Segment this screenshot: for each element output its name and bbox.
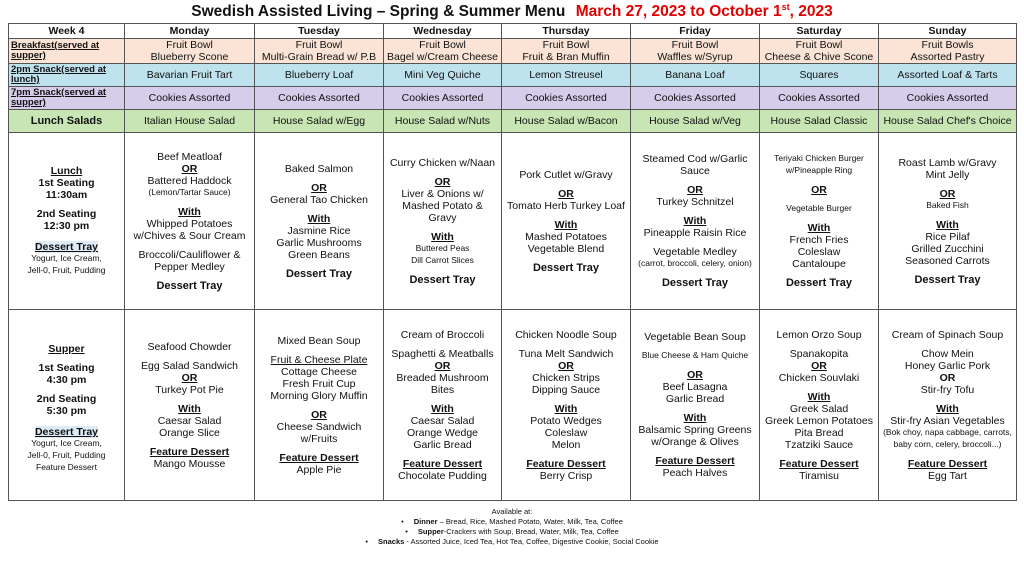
menu-item: Gravy: [428, 211, 457, 224]
menu-item: Dessert Tray: [914, 273, 981, 286]
lunch-dessert-tray-title: Dessert Tray: [34, 241, 99, 253]
menu-item: (Lemon/Tartar Sauce): [148, 186, 231, 197]
supper-seating-2: 2nd Seating: [36, 393, 97, 405]
day-header: Thursday: [502, 24, 631, 39]
lunch-tray-item: Yogurt, Ice Cream,: [31, 253, 102, 263]
snack-7pm-label: 7pm Snack(served at supper): [9, 87, 125, 110]
supper-cell: [631, 310, 760, 501]
menu-item: OR: [687, 369, 703, 381]
menu-item: w/Fruits: [300, 432, 338, 445]
footer-line-text: - Assorted Juice, Iced Tea, Hot Tea, Coffee, Digestive Cookie, Social Cookie: [404, 537, 659, 546]
menu-item: Feature Dessert: [279, 451, 359, 464]
supper-dessert-tray-title: Dessert Tray: [34, 426, 99, 438]
menu-item: Dessert Tray: [285, 267, 353, 280]
dates-sup: st: [781, 1, 790, 12]
snack-2pm-cell: Mini Veg Quiche: [384, 64, 502, 87]
menu-item: Breaded Mushroom: [396, 371, 489, 384]
supper-time-1: 4:30 pm: [46, 374, 87, 386]
menu-item: Jasmine Rice: [287, 224, 351, 237]
menu-item: Chicken Noodle Soup: [515, 328, 617, 341]
menu-item: Tuna Melt Sandwich: [518, 347, 614, 360]
menu-item: Tomato Herb Turkey Loaf: [507, 199, 625, 212]
menu-item: OR: [811, 184, 827, 196]
menu-item: With: [307, 212, 331, 225]
menu-item: Chicken Strips: [532, 371, 600, 384]
breakfast-cell: [760, 39, 879, 64]
menu-item: OR: [687, 184, 703, 196]
menu-item: Baked Salmon: [284, 162, 354, 175]
menu-title: Swedish Assisted Living – Spring & Summer Menu: [191, 3, 566, 20]
menu-item: Stir-fry Asian Vegetables: [890, 414, 1005, 427]
menu-item: OR: [311, 181, 327, 194]
bullet: •: [365, 537, 369, 546]
lunch-title: Lunch: [50, 165, 83, 177]
menu-table: [8, 23, 1017, 501]
menu-item: Fresh Fruit Cup: [282, 377, 356, 390]
breakfast-cell: [125, 39, 255, 64]
menu-item: Grilled Zucchini: [911, 242, 984, 255]
snack-2pm-cell: Lemon Streusel: [502, 64, 631, 87]
supper-cell: [879, 310, 1017, 501]
lunch-seating-1: 1st Seating: [38, 177, 95, 189]
dates-start: March 27, 2023 to October 1: [575, 3, 782, 20]
menu-item: Turkey Schnitzel: [656, 196, 734, 208]
menu-item: With: [554, 402, 578, 415]
menu-item: Vegetable Burger: [786, 203, 852, 213]
menu-item: Cheese Sandwich: [276, 420, 362, 433]
snack-7pm-cell: Cookies Assorted: [384, 87, 502, 110]
day-header: Sunday: [879, 24, 1017, 39]
snack-2pm-cell: Blueberry Loaf: [255, 64, 384, 87]
supper-cell: [125, 310, 255, 501]
supper-cell: [760, 310, 879, 501]
menu-item: Pineapple Raisin Rice: [643, 227, 747, 239]
menu-item: (Bok choy, napa cabbage, carrots,: [883, 426, 1012, 437]
menu-item: Cream of Spinach Soup: [891, 328, 1004, 341]
menu-item: Liver & Onions w/: [401, 187, 484, 200]
menu-item: OR: [558, 187, 574, 200]
menu-item: Multi-Grain Bread w/ P.B: [261, 51, 377, 63]
menu-item: Caesar Salad: [410, 414, 475, 427]
menu-item: Pork Cutlet w/Gravy: [519, 168, 613, 181]
lunch-cell: [502, 133, 631, 310]
menu-item: Beef Lasagna: [662, 381, 728, 393]
menu-item: Chocolate Pudding: [398, 469, 487, 482]
menu-item: (carrot, broccoli, celery, onion): [638, 258, 752, 268]
menu-item: Assorted Pastry: [910, 51, 985, 63]
snack-7pm-cell: Cookies Assorted: [255, 87, 384, 110]
menu-item: Feature Dessert: [655, 455, 735, 467]
supper-cell: [384, 310, 502, 501]
menu-item: With: [431, 402, 454, 415]
menu-item: General Tao Chicken: [270, 193, 368, 206]
menu-item: Dessert Tray: [409, 273, 476, 286]
footer-line-text: -Crackers with Soup, Bread, Water, Milk, Tea, Coffee: [443, 527, 619, 536]
footer: [0, 507, 1024, 547]
lunch-row: [9, 133, 1017, 310]
menu-item: Mashed Potatoes: [525, 230, 607, 243]
day-header: Friday: [631, 24, 760, 39]
menu-item: Dessert Tray: [532, 261, 600, 274]
week-label: Week 4: [9, 24, 125, 39]
menu-item: Peach Halves: [662, 467, 728, 479]
day-header: Saturday: [760, 24, 879, 39]
breakfast-row: [9, 39, 1017, 64]
menu-item: Whipped Potatoes: [146, 217, 233, 230]
menu-item: Pita Bread: [794, 426, 844, 439]
menu-item: Bagel w/Cream Cheese: [387, 51, 498, 63]
breakfast-label: Breakfast(served at supper): [9, 39, 125, 64]
menu-item: Berry Crisp: [539, 469, 593, 482]
breakfast-cell: [502, 39, 631, 64]
header-row: [9, 24, 1017, 39]
menu-item: Feature Dessert: [779, 457, 859, 470]
bullet: •: [405, 527, 408, 536]
menu-item: Green Beans: [288, 248, 350, 261]
menu-item: Fruit Bowl: [166, 39, 213, 51]
snack-7pm-cell: Cookies Assorted: [760, 87, 879, 110]
menu-item: Cantaloupe: [792, 258, 846, 270]
page-title: [0, 3, 1024, 23]
menu-item: French Fries: [789, 234, 849, 246]
footer-line: [0, 527, 1024, 537]
menu-item: Feature Dessert: [402, 457, 483, 470]
menu-item: Dessert Tray: [156, 279, 223, 292]
lunch-time-2: 12:30 pm: [43, 220, 90, 232]
menu-item: Vegetable Blend: [527, 242, 605, 255]
menu-item: With: [807, 222, 831, 234]
menu-item: Battered Haddock: [147, 174, 232, 187]
menu-item: Fruit Bowl: [419, 39, 466, 51]
footer-line-key: Snacks: [378, 537, 405, 546]
menu-item: Feature Dessert: [907, 457, 988, 470]
menu-item: With: [683, 215, 707, 227]
menu-item: Caesar Salad: [157, 414, 222, 427]
menu-item: Seasoned Carrots: [905, 254, 990, 267]
lunch-salad-cell: House Salad w/Egg: [255, 110, 384, 133]
menu-item: Fruit Bowl: [795, 39, 843, 51]
menu-item: Orange Slice: [159, 426, 220, 439]
menu-item: w/Pineapple Ring: [785, 165, 853, 175]
menu-item: With: [178, 205, 201, 218]
menu-item: Feature Dessert: [149, 445, 230, 458]
menu-item: Bites: [430, 383, 455, 396]
menu-item: OR: [181, 371, 198, 384]
menu-item: Orange Wedge: [406, 426, 479, 439]
menu-item: With: [554, 218, 578, 231]
lunch-label-cell: [9, 133, 125, 310]
lunch-cell: [760, 133, 879, 310]
menu-item: Blueberry Scone: [150, 51, 229, 63]
footer-line-text: – Bread, Rice, Mashed Potato, Water, Milk, Tea, Coffee: [437, 517, 623, 526]
menu-item: Cream of Broccoli: [400, 328, 485, 341]
breakfast-cell: [384, 39, 502, 64]
menu-item: Buttered Peas: [415, 242, 470, 253]
menu-item: Balsamic Spring Greens: [638, 424, 752, 436]
snack-7pm-cell: Cookies Assorted: [631, 87, 760, 110]
menu-item: OR: [434, 175, 451, 188]
menu-item: Egg Tart: [928, 469, 967, 482]
bullet: •: [401, 517, 404, 526]
menu-item: Fruit Bowl: [542, 39, 590, 51]
supper-cell: [255, 310, 384, 501]
lunch-cell: [631, 133, 760, 310]
breakfast-cell: [255, 39, 384, 64]
lunch-cell: [255, 133, 384, 310]
menu-item: OR: [181, 162, 198, 175]
lunch-salads-row: [9, 110, 1017, 133]
menu-item: OR: [558, 359, 574, 372]
menu-item: Chow Mein: [921, 347, 974, 360]
menu-item: Mixed Bean Soup: [277, 334, 361, 347]
menu-item: Tiramisu: [799, 469, 839, 482]
menu-item: With: [807, 390, 831, 403]
menu-item: w/Orange & Olives: [651, 436, 739, 448]
supper-tray-item: Jell-0, Fruit, Pudding: [27, 450, 106, 460]
lunch-cell: [879, 133, 1017, 310]
menu-item: baby corn, celery, broccoli...): [893, 438, 1002, 449]
supper-cell: [502, 310, 631, 501]
menu-item: With: [936, 218, 959, 231]
menu-item: Garlic Bread: [665, 393, 725, 405]
dates-end: , 2023: [789, 3, 833, 20]
menu-item: OR: [939, 371, 956, 384]
footer-line: [0, 537, 1024, 547]
lunch-salad-cell: House Salad w/Nuts: [384, 110, 502, 133]
footer-line-key: Dinner: [413, 517, 438, 526]
snack-7pm-row: [9, 87, 1017, 110]
menu-item: Chicken Souvlaki: [778, 371, 860, 384]
lunch-cell: [384, 133, 502, 310]
menu-item: Dipping Sauce: [531, 383, 601, 396]
menu-item: Apple Pie: [296, 463, 342, 476]
menu-item: Beef Meatloaf: [157, 150, 222, 163]
lunch-salad-cell: House Salad Classic: [760, 110, 879, 133]
menu-item: Waffles w/Syrup: [657, 51, 733, 63]
menu-item: Fruit & Cheese Plate: [270, 353, 368, 366]
menu-item: Cottage Cheese: [281, 365, 357, 378]
snack-2pm-row: [9, 64, 1017, 87]
lunch-tray-item: Jell-0, Fruit, Pudding: [27, 265, 106, 275]
menu-item: With: [683, 412, 707, 424]
menu-item: With: [936, 402, 959, 415]
menu-item: Potato Wedges: [530, 414, 602, 427]
menu-item: Dessert Tray: [661, 277, 729, 289]
menu-item: Fruit Bowls: [921, 39, 974, 51]
footer-line: [0, 517, 1024, 527]
menu-dates: [576, 3, 833, 20]
menu-item: Curry Chicken w/Naan: [389, 156, 496, 169]
lunch-seating-2: 2nd Seating: [36, 208, 97, 220]
lunch-salad-cell: Italian House Salad: [125, 110, 255, 133]
snack-7pm-cell: Cookies Assorted: [502, 87, 631, 110]
menu-item: With: [178, 402, 201, 415]
breakfast-cell: [879, 39, 1017, 64]
lunch-cell: [125, 133, 255, 310]
supper-tray-item: Feature Dessert: [36, 462, 97, 472]
menu-item: Fruit Bowl: [295, 39, 343, 51]
menu-item: Mango Mousse: [153, 457, 226, 470]
snack-2pm-cell: Squares: [760, 64, 879, 87]
menu-item: Coleslaw: [544, 426, 588, 439]
menu-item: Turkey Pot Pie: [155, 383, 224, 396]
snack-2pm-label: 2pm Snack(served at lunch): [9, 64, 125, 87]
footer-line-key: Supper: [417, 527, 444, 536]
snack-7pm-cell: Cookies Assorted: [125, 87, 255, 110]
supper-label-cell: [9, 310, 125, 501]
menu-item: OR: [939, 187, 956, 200]
menu-item: With: [431, 230, 454, 243]
menu-item: Morning Glory Muffin: [270, 389, 368, 402]
snack-2pm-cell: Banana Loaf: [631, 64, 760, 87]
breakfast-cell: [631, 39, 760, 64]
menu-item: Garlic Mushrooms: [276, 236, 362, 249]
menu-item: Baked Fish: [926, 199, 969, 210]
menu-item: Spanakopita: [789, 347, 849, 360]
menu-item: OR: [811, 359, 827, 372]
menu-item: w/Chives & Sour Cream: [133, 229, 246, 242]
menu-item: Vegetable Bean Soup: [644, 331, 746, 343]
supper-title: Supper: [48, 343, 85, 355]
menu-item: Roast Lamb w/Gravy: [898, 156, 997, 169]
menu-item: Dessert Tray: [785, 277, 853, 289]
menu-item: Egg Salad Sandwich: [141, 359, 238, 372]
menu-item: Feature Dessert: [526, 457, 606, 470]
menu-item: Lemon Orzo Soup: [776, 328, 862, 341]
menu-item: Coleslaw: [797, 246, 841, 258]
menu-item: Greek Lemon Potatoes: [765, 414, 873, 427]
lunch-salad-cell: House Salad w/Bacon: [502, 110, 631, 133]
menu-item: OR: [311, 408, 327, 421]
menu-item: Mint Jelly: [925, 168, 970, 181]
snack-7pm-cell: Cookies Assorted: [879, 87, 1017, 110]
supper-tray-item: Yogurt, Ice Cream,: [31, 438, 102, 448]
menu-item: Greek Salad: [789, 402, 849, 415]
menu-item: Tzatziki Sauce: [784, 438, 854, 451]
snack-2pm-cell: Assorted Loaf & Tarts: [879, 64, 1017, 87]
day-header: Tuesday: [255, 24, 384, 39]
menu-item: Seafood Chowder: [147, 340, 232, 353]
supper-row: [9, 310, 1017, 501]
menu-item: Steamed Cod w/Garlic: [642, 153, 748, 165]
lunch-salad-cell: House Salad Chef's Choice: [879, 110, 1017, 133]
supper-seating-1: 1st Seating: [38, 362, 95, 374]
menu-item: Melon: [551, 438, 581, 451]
menu-item: Cheese & Chive Scone: [764, 51, 874, 63]
menu-item: Vegetable Medley: [653, 246, 737, 258]
day-header: Wednesday: [384, 24, 502, 39]
menu-item: Pepper Medley: [154, 260, 225, 273]
menu-item: Mashed Potato &: [402, 199, 483, 212]
menu-item: Spaghetti & Meatballs: [391, 347, 494, 360]
menu-item: Garlic Bread: [413, 438, 472, 451]
menu-item: Blue Cheese & Ham Quiche: [641, 350, 749, 360]
menu-item: Stir-fry Tofu: [920, 383, 975, 396]
day-header: Monday: [125, 24, 255, 39]
menu-item: Fruit Bowl: [671, 39, 719, 51]
menu-item: Broccoli/Cauliflower &: [138, 248, 241, 261]
menu-item: Sauce: [680, 165, 710, 177]
lunch-salads-label: Lunch Salads: [9, 110, 125, 133]
supper-time-2: 5:30 pm: [46, 405, 87, 417]
snack-2pm-cell: Bavarian Fruit Tart: [125, 64, 255, 87]
menu-item: Fruit & Bran Muffin: [522, 51, 610, 63]
lunch-salad-cell: House Salad w/Veg: [631, 110, 760, 133]
menu-item: Rice Pilaf: [925, 230, 970, 243]
menu-item: Teriyaki Chicken Burger: [774, 153, 864, 163]
footer-heading: Available at:: [491, 507, 533, 516]
menu-item: Dill Carrot Slices: [411, 254, 474, 265]
menu-item: OR: [434, 359, 451, 372]
menu-item: Honey Garlic Pork: [904, 359, 991, 372]
lunch-time-1: 11:30am: [45, 189, 88, 201]
